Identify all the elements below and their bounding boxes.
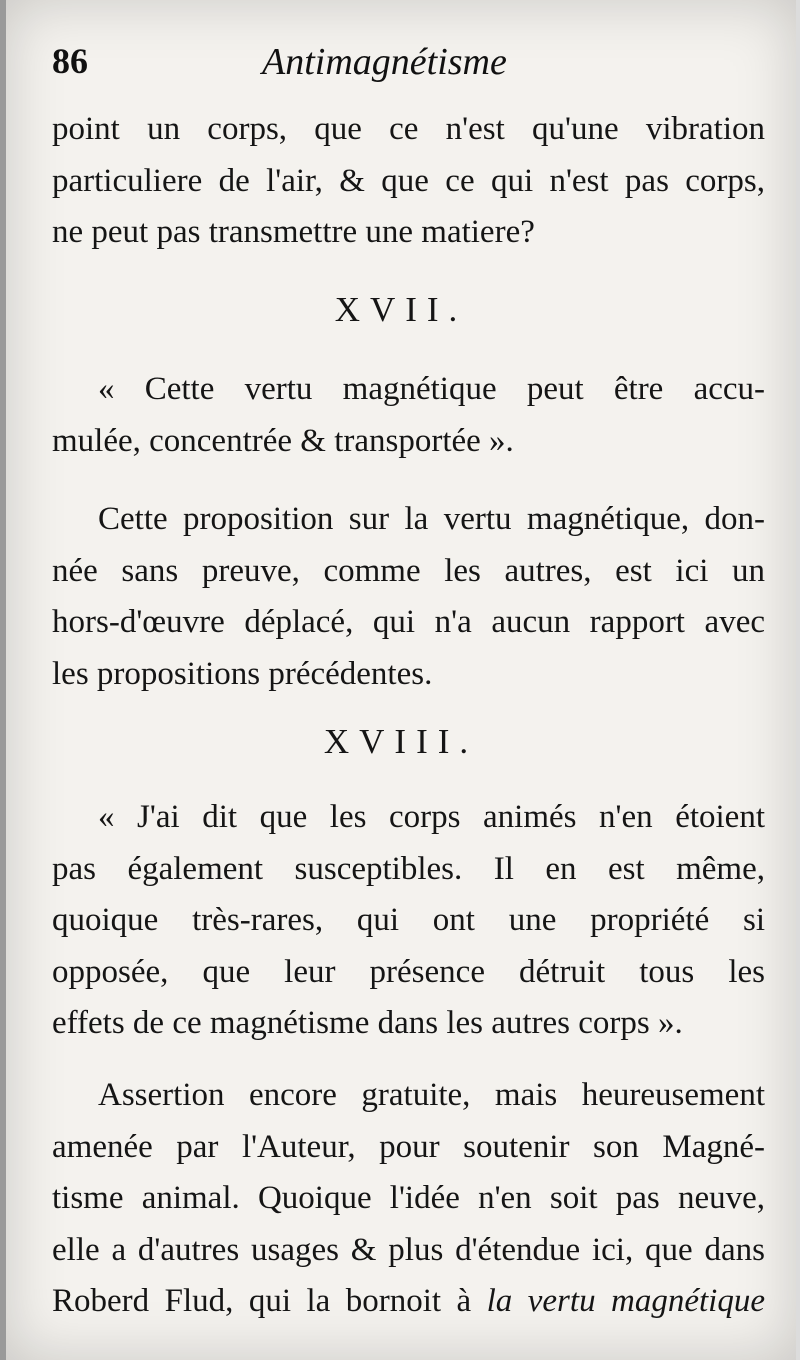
text-line: effets de ce magnétisme dans les autres corps ». bbox=[52, 1005, 683, 1041]
text-line: point un corps, que ce n'est qu'une vibration bbox=[52, 111, 765, 147]
text-line: ne peut pas transmettre une matiere? bbox=[52, 214, 535, 250]
text-line bbox=[52, 1276, 765, 1328]
running-head bbox=[52, 40, 767, 100]
text-line: tisme animal. Quoique l'idée n'en soit pas neuve, bbox=[52, 1180, 765, 1216]
text-line: « Cette vertu magnétique peut être accu- bbox=[98, 371, 765, 407]
page-number: 86 bbox=[52, 41, 88, 81]
section-heading-xviii: XVIII. bbox=[323, 722, 479, 761]
running-title: Antimagnétisme bbox=[262, 41, 507, 83]
text-line: les propositions précédentes. bbox=[52, 655, 433, 692]
text-line: opposée, que leur présence détruit tous les bbox=[52, 953, 765, 990]
text-line: pas également susceptibles. Il en est même, bbox=[52, 850, 765, 887]
book-page bbox=[6, 0, 796, 1360]
text-line: elle a d'autres usages & plus d'étendue ici, que dans bbox=[52, 1231, 765, 1268]
text-line: mulée, concentrée & transportée ». bbox=[52, 422, 514, 459]
text-line: « J'ai dit que les corps animés n'en étoient bbox=[98, 799, 765, 835]
quote-xvii bbox=[52, 364, 765, 467]
text-line: quoique très-rares, qui ont une propriété si bbox=[52, 902, 765, 938]
commentary-xviii bbox=[52, 1070, 765, 1328]
continuation-paragraph bbox=[52, 104, 765, 259]
text-line: amenée par l'Auteur, pour soutenir son Magné- bbox=[52, 1128, 765, 1165]
commentary-xvii bbox=[52, 494, 765, 700]
quote-xviii bbox=[52, 792, 765, 1050]
text-line: Cette proposition sur la vertu magnétique, don- bbox=[98, 501, 765, 537]
text-line: Assertion encore gratuite, mais heureusement bbox=[98, 1077, 765, 1113]
text-fragment: Roberd Flud, qui la bornoit à bbox=[52, 1283, 487, 1319]
text-line: hors-d'œuvre déplacé, qui n'a aucun rapport avec bbox=[52, 604, 765, 640]
italic-fragment: la vertu magnétique bbox=[486, 1283, 765, 1319]
section-heading-xvii: XVII. bbox=[334, 290, 468, 329]
text-line: née sans preuve, comme les autres, est ici un bbox=[52, 552, 765, 589]
text-line: particuliere de l'air, & que ce qui n'est pas corps, bbox=[52, 162, 765, 199]
